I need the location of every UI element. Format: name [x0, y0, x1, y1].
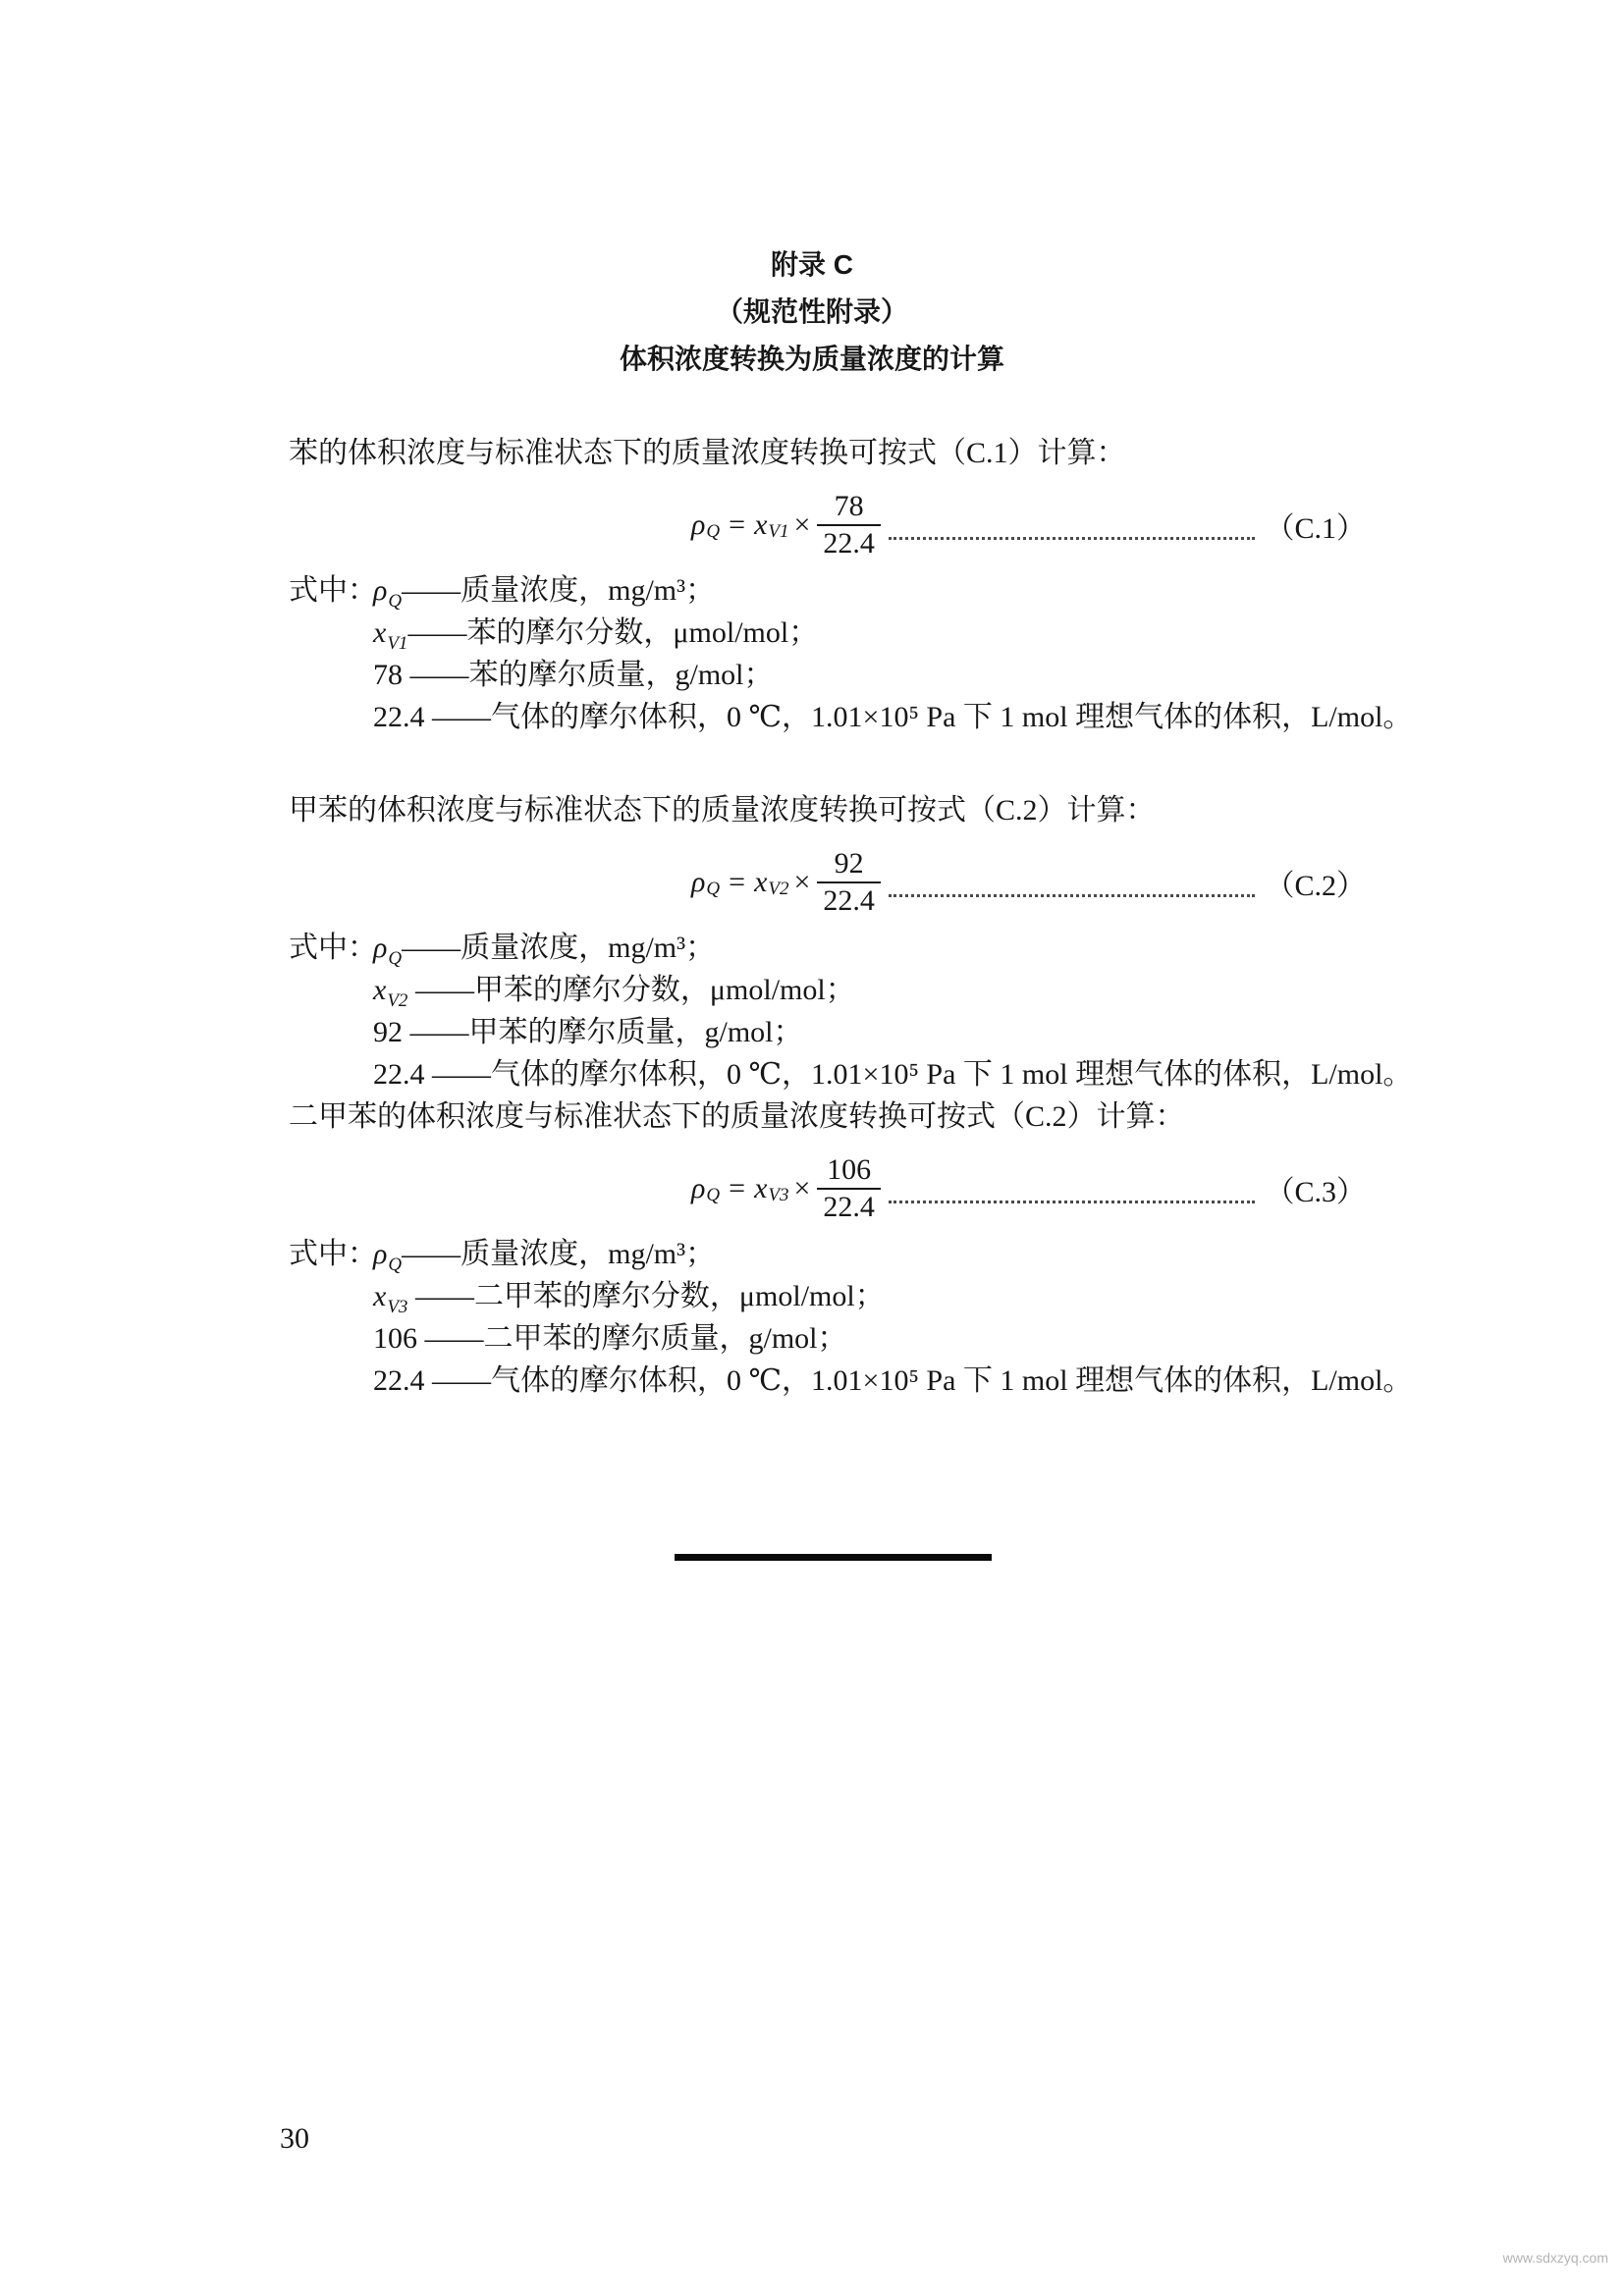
- definition-text: ——甲苯的摩尔分数，μmol/mol；: [407, 974, 855, 1006]
- where-label: 式中：: [289, 932, 377, 964]
- formula-label: （C.3）: [1265, 1176, 1366, 1208]
- intro-paragraph: 苯的体积浓度与标准状态下的质量浓度转换可按式（C.1）计算：: [289, 437, 1126, 469]
- fraction: [817, 1152, 881, 1225]
- fraction-numerator: 92: [817, 846, 881, 883]
- term-symbol: 78: [373, 659, 403, 691]
- fraction-denominator: 22.4: [823, 884, 875, 917]
- definition-item: [289, 612, 1462, 654]
- definition-item: [289, 1011, 1462, 1053]
- section-benzene: [289, 432, 1462, 738]
- equals-sign: =: [729, 508, 746, 541]
- definition-text: ——苯的摩尔分数，μmol/mol；: [407, 616, 819, 649]
- appendix-heading: 附录 C: [770, 249, 853, 280]
- definition-list: [289, 569, 1462, 738]
- rho-symbol: ρ: [691, 508, 706, 541]
- fraction-denominator: 22.4: [823, 1191, 875, 1223]
- term-subscript: V2: [387, 990, 408, 1011]
- heading-block: [0, 241, 1624, 383]
- term-symbol: x: [373, 1280, 387, 1312]
- definition-item: [289, 927, 1462, 969]
- definition-item: [289, 1317, 1462, 1360]
- definition-list: [289, 927, 1462, 1095]
- definition-item: [289, 1275, 1462, 1317]
- term-subscript: V1: [387, 633, 408, 654]
- dot-leader: [889, 537, 1256, 540]
- term-symbol: 92: [373, 1016, 403, 1048]
- definition-list: [289, 1233, 1462, 1402]
- definition-text: ——质量浓度，mg/m³；: [402, 1238, 716, 1270]
- equals-sign: =: [729, 866, 746, 898]
- x-symbol: x: [754, 1172, 768, 1204]
- normative-subheading: （规范性附录）: [715, 296, 908, 327]
- term-symbol: x: [373, 616, 387, 649]
- definition-text: ——苯的摩尔质量，g/mol；: [403, 659, 774, 691]
- term-symbol: 22.4: [373, 1364, 425, 1397]
- term-symbol: 106: [373, 1322, 417, 1355]
- fraction: [817, 489, 881, 561]
- definition-text: ——二甲苯的摩尔分数，μmol/mol；: [407, 1280, 885, 1312]
- fraction: [817, 846, 881, 919]
- term-subscript: Q: [388, 1255, 403, 1275]
- definition-item: [289, 1360, 1462, 1402]
- definition-item: [289, 654, 1462, 696]
- section-toluene: [289, 789, 1462, 1095]
- term-symbol: ρ: [373, 932, 388, 964]
- term-subscript: Q: [388, 591, 403, 612]
- definition-item: [289, 696, 1462, 738]
- appendix-title: 体积浓度转换为质量浓度的计算: [619, 344, 1004, 374]
- section-xylene: [289, 1095, 1462, 1402]
- definition-text: ——甲苯的摩尔质量，g/mol；: [403, 1016, 803, 1048]
- formula-label: （C.1）: [1265, 512, 1366, 545]
- fraction-denominator: 22.4: [823, 527, 875, 560]
- dot-leader: [889, 894, 1256, 897]
- term-symbol: 22.4: [373, 1058, 425, 1091]
- definition-text: ——气体的摩尔体积，0 ℃，1.01×10⁵ Pa 下 1 mol 理想气体的体积，L/mol。: [424, 1364, 1413, 1397]
- intro-paragraph: 二甲苯的体积浓度与标准状态下的质量浓度转换可按式（C.2）计算：: [289, 1100, 1185, 1133]
- watermark: www.sdxzyq.com: [1502, 2250, 1608, 2266]
- definition-item: [289, 569, 1462, 612]
- dot-leader: [889, 1201, 1256, 1203]
- equals-sign: =: [729, 1172, 746, 1204]
- page-number: 30: [280, 2122, 309, 2155]
- term-subscript: Q: [388, 948, 403, 969]
- definition-text: ——气体的摩尔体积，0 ℃，1.01×10⁵ Pa 下 1 mol 理想气体的体积，L/mol。: [424, 1058, 1413, 1091]
- definition-item: [289, 1233, 1462, 1275]
- multiply-sign: ×: [793, 1172, 811, 1204]
- term-symbol: 22.4: [373, 701, 425, 733]
- rho-symbol: ρ: [691, 1172, 706, 1204]
- end-of-text-rule: [675, 1554, 992, 1561]
- x-symbol: x: [754, 866, 768, 898]
- rho-symbol: ρ: [691, 866, 706, 898]
- term-symbol: ρ: [373, 574, 388, 607]
- multiply-sign: ×: [793, 508, 811, 541]
- where-label: 式中：: [289, 1238, 377, 1270]
- multiply-sign: ×: [793, 866, 811, 898]
- definition-text: ——质量浓度，mg/m³；: [402, 932, 716, 964]
- formula-c1: ρ $_Q$ = x $_{V1}$ × $\frac{78}{22.4}$ （C.1）: [691, 490, 1366, 560]
- definition-item: [289, 969, 1462, 1011]
- definition-item: [289, 1053, 1462, 1095]
- formula-c2: ρ $_Q$ = x $_{V2}$ × $\frac{92}{22.4}$ （C.2）: [691, 847, 1366, 917]
- fraction-numerator: 106: [817, 1152, 881, 1190]
- formula-c3: ρ $_Q$ = x $_{V3}$ × $\frac{106}{22.4}$ （C.3）: [691, 1153, 1366, 1223]
- definition-text: ——气体的摩尔体积，0 ℃，1.01×10⁵ Pa 下 1 mol 理想气体的体积，L/mol。: [424, 701, 1413, 733]
- term-subscript: V3: [387, 1297, 408, 1317]
- where-label: 式中：: [289, 574, 377, 607]
- x-symbol: x: [754, 508, 768, 541]
- formula-label: （C.2）: [1265, 870, 1366, 902]
- definition-text: ——二甲苯的摩尔质量，g/mol；: [417, 1322, 847, 1355]
- definition-text: ——质量浓度，mg/m³；: [402, 574, 716, 607]
- intro-paragraph: 甲苯的体积浓度与标准状态下的质量浓度转换可按式（C.2）计算：: [289, 794, 1156, 827]
- term-symbol: ρ: [373, 1238, 388, 1270]
- fraction-numerator: 78: [817, 489, 881, 526]
- term-symbol: x: [373, 974, 387, 1006]
